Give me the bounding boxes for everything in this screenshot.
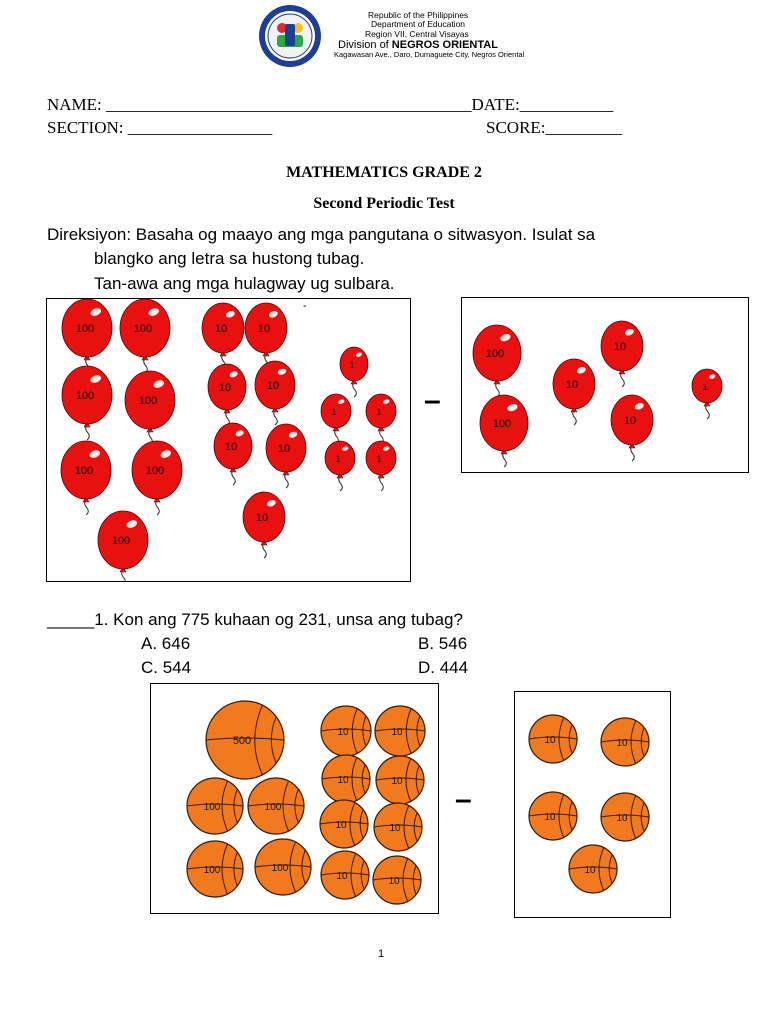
page-number: 1 — [378, 948, 385, 960]
right-ball-label-4: 10 — [584, 865, 596, 876]
right-ball-label-2: 10 — [544, 812, 556, 823]
section-field[interactable]: _________________ — [127, 118, 273, 137]
right-ball-1 — [601, 718, 649, 766]
left-ball-label-8: 10 — [389, 823, 401, 834]
balloons-left-svg — [47, 299, 410, 581]
left-balloon-12 — [132, 441, 182, 515]
right-ball-4 — [569, 845, 617, 893]
right-balloon-label-3: 1 — [702, 382, 708, 392]
left-balloon-13 — [214, 423, 252, 485]
page-subtitle: Second Periodic Test — [313, 195, 455, 212]
choice-a: A. 646 — [141, 634, 191, 653]
directions-line-1: Direksiyon: Basaha og maayo ang mga pangutana o sitwasyon. Isulat sa — [47, 225, 596, 244]
choice-b: B. 546 — [418, 634, 468, 653]
figure1-minus-sign: – — [424, 384, 441, 417]
right-ball-label-3: 10 — [616, 813, 628, 824]
left-balloon-2 — [202, 303, 244, 369]
left-ball-label-0: 500 — [232, 735, 252, 747]
left-ball-10 — [255, 839, 311, 895]
left-ball-12 — [373, 856, 421, 904]
left-balloon-15 — [325, 441, 355, 491]
right-balloon-4 — [480, 395, 528, 467]
header-address: Kagawasan Ave., Daro, Dumaguete City, Negros Oriental — [334, 50, 525, 60]
right-balloon-label-0: 100 — [485, 348, 505, 360]
left-balloon-label-5: 100 — [138, 395, 158, 407]
answer-blank[interactable]: _____ — [47, 610, 95, 629]
left-ball-label-6: 10 — [391, 776, 403, 787]
left-ball-label-11: 10 — [336, 871, 348, 882]
header-republic: Republic of the Philippines — [368, 10, 469, 20]
balls-right-svg — [515, 692, 670, 917]
left-balloon-6 — [208, 364, 246, 426]
left-balloon-label-10: 1 — [376, 407, 382, 417]
score-field[interactable]: _________ — [545, 118, 623, 137]
left-balloon-label-18: 10 — [255, 512, 269, 524]
figure1-left-box — [46, 298, 411, 582]
left-ball-label-2: 10 — [391, 727, 403, 738]
left-balloon-label-13: 10 — [224, 441, 238, 453]
left-balloon-5 — [125, 371, 175, 445]
left-ball-9 — [187, 841, 243, 897]
left-balloon-1 — [120, 299, 170, 373]
left-balloon-8 — [340, 347, 368, 397]
figure2-right-box — [514, 691, 671, 918]
stray-mark: - — [303, 300, 307, 312]
left-balloon-label-16: 1 — [376, 454, 382, 464]
left-balloon-0 — [62, 299, 112, 373]
left-ball-6 — [376, 756, 424, 804]
header-division-name: NEGROS ORIENTAL — [391, 39, 498, 52]
directions-line-3: Tan-awa ang mga hulagway ug sulbara. — [94, 274, 395, 293]
right-balloon-label-2: 10 — [613, 341, 627, 353]
left-balloon-label-4: 100 — [75, 390, 95, 402]
right-balloon-0 — [473, 325, 521, 397]
question-1-text: 1. Kon ang 775 kuhaan og 231, unsa ang tubag? — [94, 610, 463, 629]
choice-d: D. 444 — [418, 658, 469, 677]
choice-c: C. 544 — [141, 658, 192, 677]
question-1 — [47, 610, 463, 630]
right-balloon-label-5: 10 — [623, 415, 637, 427]
left-balloon-label-17: 100 — [111, 535, 131, 547]
figure2-minus-sign: – — [455, 783, 472, 816]
page-title: MATHEMATICS GRADE 2 — [286, 164, 482, 181]
left-ball-label-7: 10 — [335, 820, 347, 831]
left-ball-1 — [321, 706, 371, 756]
right-balloon-3 — [692, 369, 722, 419]
left-balloon-label-9: 1 — [331, 407, 337, 417]
left-balloon-3 — [245, 303, 287, 369]
right-balloon-2 — [601, 321, 643, 387]
left-ball-label-9: 100 — [203, 865, 221, 876]
left-balloon-7 — [255, 361, 295, 425]
name-label: NAME: — [47, 95, 102, 114]
left-balloon-10 — [366, 394, 396, 444]
right-balloon-5 — [611, 395, 653, 461]
deped-seal-icon — [258, 4, 322, 68]
left-ball-8 — [374, 803, 422, 851]
left-balloon-17 — [98, 511, 148, 581]
left-balloon-4 — [62, 366, 112, 440]
left-balloon-16 — [366, 441, 396, 491]
left-ball-5 — [322, 755, 370, 803]
left-ball-label-4: 100 — [264, 802, 282, 813]
right-ball-label-0: 10 — [544, 735, 556, 746]
header-region: Region VII, Central Visayas — [365, 28, 469, 39]
left-balloon-9 — [321, 394, 351, 444]
left-ball-2 — [375, 706, 425, 756]
left-balloon-label-1: 100 — [133, 323, 153, 335]
figure1-right-box — [461, 297, 749, 473]
right-ball-0 — [529, 715, 577, 763]
left-balloon-label-11: 100 — [74, 465, 94, 477]
score-label: SCORE: — [486, 118, 546, 137]
left-balloon-label-0: 100 — [75, 323, 95, 335]
deped-seal — [258, 4, 322, 68]
date-field[interactable]: ___________ — [519, 95, 614, 114]
date-label: DATE: — [471, 95, 520, 114]
score-row — [486, 118, 622, 138]
balloons-right-svg — [462, 298, 748, 472]
left-balloon-label-3: 10 — [257, 323, 271, 335]
figure2-left-box — [150, 683, 439, 914]
right-ball-2 — [529, 792, 577, 840]
name-field[interactable]: ___________________________________________ — [106, 95, 472, 114]
left-balloon-label-15: 1 — [335, 454, 341, 464]
left-ball-label-1: 10 — [337, 727, 349, 738]
left-balloon-label-8: 1 — [349, 360, 355, 370]
header-division-prefix: Division of — [338, 39, 392, 52]
right-balloon-label-1: 10 — [565, 379, 579, 391]
right-ball-3 — [601, 793, 649, 841]
header-department: Department of Education — [371, 19, 466, 30]
left-balloon-label-6: 10 — [218, 382, 232, 394]
right-ball-label-1: 10 — [616, 738, 628, 749]
left-balloon-label-7: 10 — [266, 380, 280, 392]
left-ball-label-10: 100 — [271, 863, 289, 874]
right-balloon-label-4: 100 — [492, 418, 512, 430]
balls-left-svg — [151, 684, 438, 913]
left-ball-label-5: 10 — [337, 775, 349, 786]
left-ball-0 — [206, 701, 284, 779]
left-balloon-label-12: 100 — [145, 465, 165, 477]
left-balloon-label-14: 10 — [277, 443, 291, 455]
left-ball-4 — [248, 778, 304, 834]
left-balloon-14 — [266, 424, 306, 488]
section-label: SECTION: — [47, 118, 124, 137]
directions-line-2: blangko ang letra sa hustong tubag. — [94, 249, 365, 268]
right-balloon-1 — [553, 359, 595, 425]
left-balloon-label-2: 10 — [214, 323, 228, 335]
header-text — [334, 10, 578, 60]
section-row — [47, 118, 272, 138]
left-balloon-11 — [61, 441, 111, 515]
left-balloon-18 — [243, 492, 285, 558]
left-ball-label-3: 100 — [203, 802, 221, 813]
left-ball-7 — [320, 800, 368, 848]
left-ball-11 — [321, 851, 369, 899]
left-ball-3 — [187, 778, 243, 834]
name-row — [47, 95, 613, 115]
left-ball-label-12: 10 — [388, 876, 400, 887]
